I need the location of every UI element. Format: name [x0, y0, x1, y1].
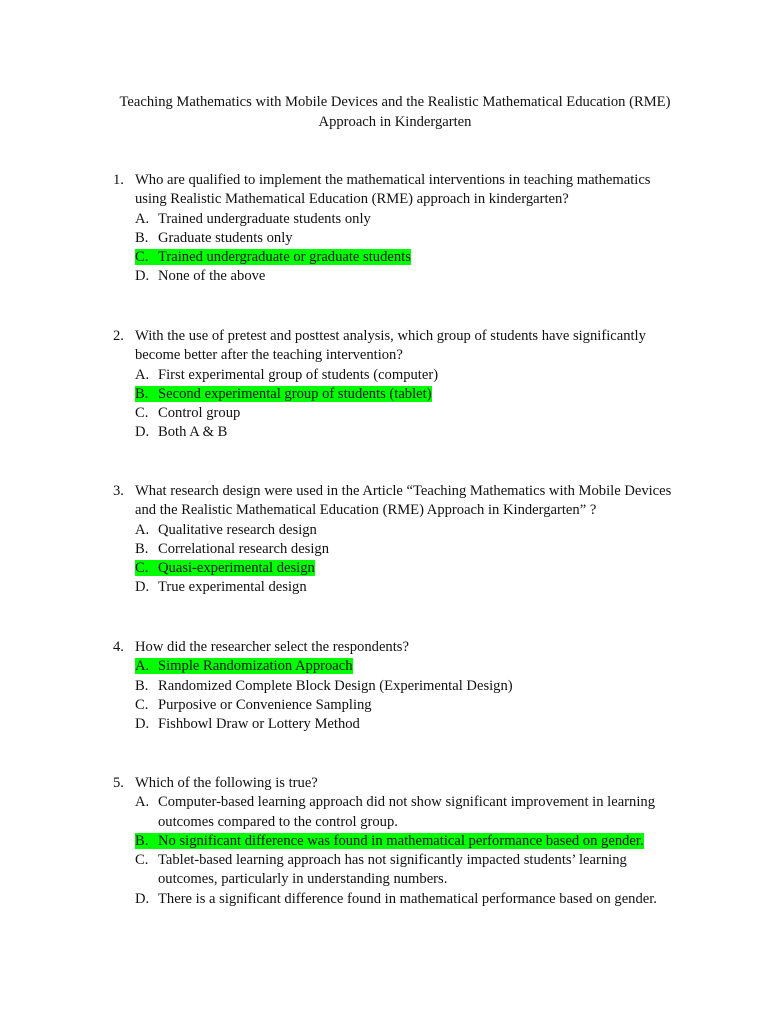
option-letter: C.	[135, 405, 149, 422]
option-text: Trained undergraduate students only	[158, 210, 371, 227]
question-stem	[113, 482, 683, 521]
option-c	[135, 696, 683, 715]
question-number: 4.	[113, 639, 124, 655]
option-letter: B.	[135, 677, 149, 694]
option-a	[135, 793, 683, 832]
option-letter: A.	[135, 210, 150, 227]
option-text: Qualitative research design	[158, 521, 317, 538]
question-1	[113, 171, 683, 287]
question-2	[113, 327, 683, 443]
option-text: There is a significant difference found in mathematical performance based on gender.	[158, 890, 657, 907]
option-letter: A.	[135, 658, 150, 675]
answer-highlight	[135, 560, 315, 576]
option-letter: D.	[135, 716, 150, 733]
option-text: None of the above	[158, 268, 266, 285]
option-text: Trained undergraduate or graduate students	[158, 249, 411, 266]
question-text: Which of the following is true?	[135, 775, 318, 791]
option-text: Computer-based learning approach did not show significant improvement in learning outcomes compared to the control group.	[158, 794, 655, 830]
question-4	[113, 638, 683, 734]
option-letter: C.	[135, 696, 149, 713]
option-d	[135, 423, 683, 442]
option-text: Quasi-experimental design	[158, 560, 315, 577]
option-d	[135, 578, 683, 597]
question-number: 1.	[113, 172, 124, 188]
option-b	[135, 677, 683, 696]
question-stem	[113, 327, 683, 366]
question-text: How did the researcher select the respondents?	[135, 639, 409, 655]
option-b-correct	[135, 385, 683, 404]
question-stem	[113, 638, 683, 657]
option-b	[135, 540, 683, 559]
answer-highlight	[135, 386, 432, 402]
options-list	[135, 657, 683, 734]
answer-highlight	[135, 249, 411, 265]
option-b	[135, 229, 683, 248]
option-text: Correlational research design	[158, 540, 329, 557]
option-a	[135, 366, 683, 385]
option-c	[135, 851, 683, 890]
option-letter: A.	[135, 366, 150, 383]
option-text: Both A & B	[158, 424, 228, 441]
option-text: True experimental design	[158, 579, 307, 596]
question-stem	[113, 774, 683, 793]
option-letter: D.	[135, 424, 150, 441]
option-letter: B.	[135, 540, 149, 557]
option-b-correct	[135, 832, 683, 851]
option-text: Control group	[158, 405, 241, 422]
options-list	[135, 366, 683, 443]
options-list	[135, 521, 683, 598]
question-text: With the use of pretest and posttest analysis, which group of students have significantly become better after the teaching intervention?	[135, 328, 646, 364]
options-list	[135, 210, 683, 287]
option-c-correct	[135, 559, 683, 578]
question-number: 3.	[113, 483, 124, 499]
question-text: What research design were used in the Article “Teaching Mathematics with Mobile Devices and the Realistic Mathematical Education (RME) Approach in Kindergarten” ?	[135, 483, 672, 519]
question-number: 2.	[113, 328, 124, 344]
option-text: Second experimental group of students (tablet)	[158, 385, 432, 402]
option-letter: D.	[135, 579, 150, 596]
option-letter: B.	[135, 832, 149, 849]
answer-highlight	[135, 658, 353, 674]
option-letter: B.	[135, 229, 149, 246]
question-text: Who are qualified to implement the mathematical interventions in teaching mathematics using Realistic Mathematical Education (RME) approach in kindergarten?	[135, 172, 651, 208]
option-d	[135, 890, 683, 909]
option-letter: A.	[135, 794, 150, 811]
option-text: Tablet-based learning approach has not significantly impacted students’ learning outcomes, particularly in understanding numbers.	[158, 852, 627, 888]
question-5	[113, 774, 683, 909]
option-text: Randomized Complete Block Design (Experimental Design)	[158, 677, 513, 694]
option-a	[135, 521, 683, 540]
option-letter: C.	[135, 560, 149, 577]
question-3	[113, 482, 683, 598]
option-letter: D.	[135, 268, 150, 285]
option-c	[135, 404, 683, 423]
question-number: 5.	[113, 775, 124, 791]
option-d	[135, 715, 683, 734]
option-text: Purposive or Convenience Sampling	[158, 696, 372, 713]
option-text: Simple Randomization Approach	[158, 658, 353, 675]
option-a	[135, 210, 683, 229]
document-title: Teaching Mathematics with Mobile Devices and the Realistic Mathematical Education (RME) Approach in Kindergarten	[119, 94, 671, 130]
option-a-correct	[135, 657, 683, 676]
option-text: Fishbowl Draw or Lottery Method	[158, 716, 360, 733]
options-list	[135, 793, 683, 909]
option-text: No significant difference was found in mathematical performance based on gender.	[158, 832, 644, 849]
option-letter: D.	[135, 890, 150, 907]
answer-highlight	[135, 833, 644, 849]
option-letter: C.	[135, 852, 149, 869]
option-text: First experimental group of students (computer)	[158, 366, 439, 383]
option-d	[135, 267, 683, 286]
option-letter: C.	[135, 249, 149, 266]
option-letter: A.	[135, 521, 150, 538]
option-c-correct	[135, 248, 683, 267]
option-letter: B.	[135, 385, 149, 402]
question-stem	[113, 171, 683, 210]
option-text: Graduate students only	[158, 229, 293, 246]
